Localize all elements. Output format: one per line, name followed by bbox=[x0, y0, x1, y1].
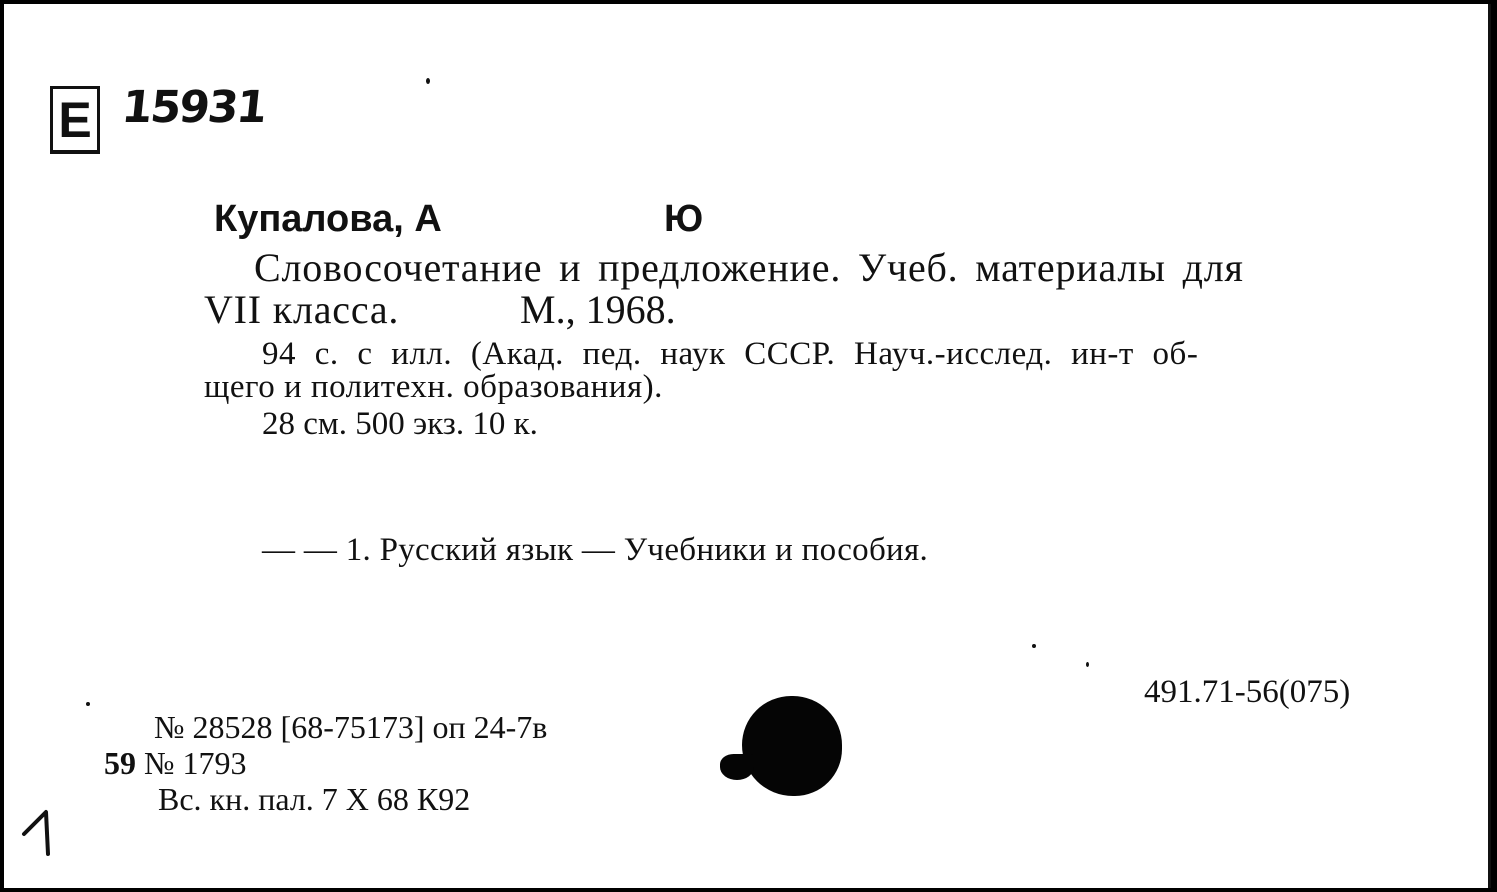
title-line-2: VII класса. bbox=[204, 287, 400, 332]
collation-line-2: щего и политехн. образования). bbox=[204, 369, 663, 405]
speck bbox=[1086, 662, 1089, 667]
registration-prefix: 59 bbox=[104, 745, 136, 781]
speck bbox=[426, 78, 430, 84]
title-line-1: Словосочетание и предложение. Учеб. материалы для bbox=[254, 245, 1244, 290]
handwritten-mark bbox=[18, 804, 68, 860]
publication-info: М., 1968. bbox=[520, 287, 676, 332]
catalog-card bbox=[4, 4, 1491, 888]
size-price-line: 28 см. 500 экз. 10 к. bbox=[262, 406, 538, 442]
subject-heading: — — 1. Русский язык — Учебники и пособия. bbox=[262, 532, 929, 568]
inventory-number: 15931 bbox=[119, 82, 268, 133]
registration-number: № 1793 bbox=[144, 745, 247, 781]
library-stamp bbox=[50, 86, 100, 154]
registration-line-2 bbox=[104, 747, 247, 779]
speck bbox=[86, 702, 90, 706]
collation-line-1: 94 с. с илл. (Акад. пед. наук СССР. Науч.-исслед. ин-т об- bbox=[262, 336, 1199, 372]
stamp-letter: Е bbox=[58, 92, 92, 148]
author-initial: Ю bbox=[664, 198, 704, 240]
ink-blot bbox=[742, 696, 842, 796]
author-name: Купалова, А bbox=[214, 198, 442, 240]
registration-line-1: № 28528 [68-75173] оп 24-7в bbox=[154, 709, 548, 745]
ink-blot-tail bbox=[720, 754, 754, 780]
speck bbox=[1032, 644, 1036, 648]
classification-code: 491.71-56(075) bbox=[1144, 674, 1351, 710]
registration-line-3: Вс. кн. пал. 7 X 68 К92 bbox=[158, 781, 471, 817]
